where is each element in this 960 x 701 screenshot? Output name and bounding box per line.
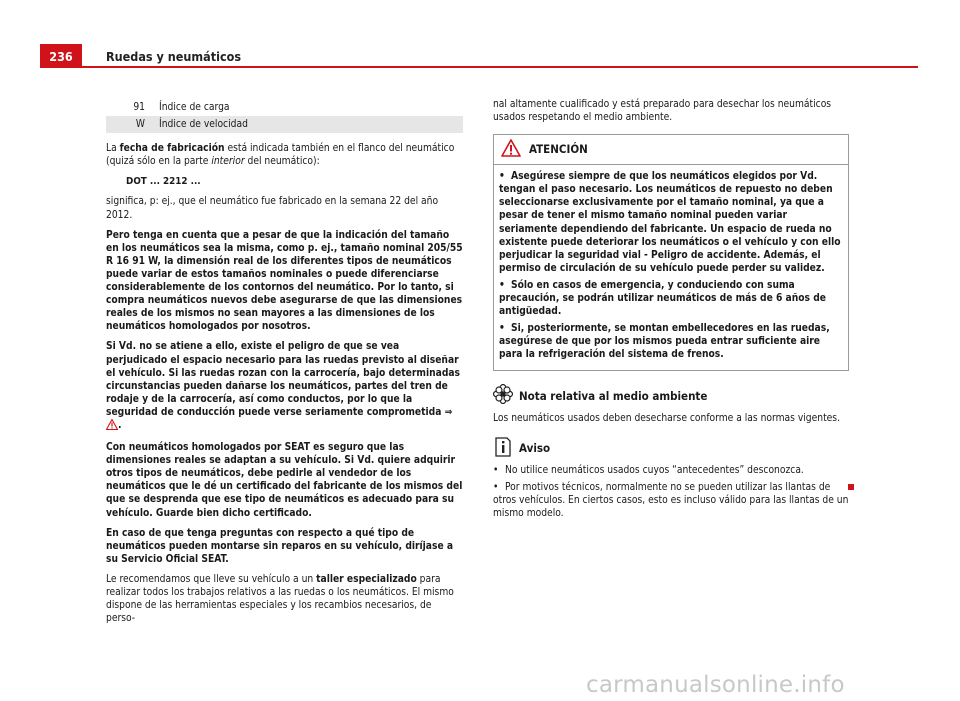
dot-code: DOT ... 2212 ... [126, 176, 201, 188]
aviso-header [493, 437, 849, 461]
table-key: 91 [133, 102, 145, 113]
table-value: Índice de velocidad [159, 116, 463, 133]
paragraph: Pero tenga en cuenta que a pesar de que la indicación del tamaño en los neumáticos sea la misma, como p. ej., tamaño nominal 205/55 R 16 91 W, la dimensión real de los diferentes tipos de neumáticos puede variar de estos tamaños nominales o puede diferenciarse considerablemente de los contornos del neumático. Por lo tanto, si compra neumáticos nuevos debe asegurarse de que las dimensiones reales de los mismos no sean mayores a las dimensiones de los neumáticos homologados por nosotros. [106, 229, 463, 333]
left-column [106, 99, 463, 632]
table-row [106, 99, 463, 116]
list-item: • Asegúrese siempre de que los neumáticos elegidos por Vd. tengan el paso necesario. Los neumáticos de repuesto no deben seleccionarse exclusivamente por el tamaño nominal, ya que a pesar de tener el mismo tamaño nominal pueden variar seriamente dependiendo del fabricante. Un espacio de rueda no existente puede deteriorar los neumáticos o el vehículo y con ello perjudicar la seguridad vial - Peligro de accidente. Además, el permiso de circulación de su vehículo puede perder su validez. [499, 171, 841, 274]
warning-body [494, 165, 848, 369]
table-value: Índice de carga [159, 102, 230, 113]
paragraph: nal altamente cualificado y está preparado para desechar los neumáticos usados respetando el medio ambiente. [493, 99, 832, 124]
env-note-text: Los neumáticos usados deben desecharse conforme a las normas vigentes. [493, 412, 840, 424]
paragraph: Si Vd. no se atiene a ello, existe el peligro de que se vea perjudicado el espacio necesario para las ruedas previsto al diseñar el vehículo. Si las ruedas rozan con la carrocería, bajo determinadas circunstancias pueden dañarse los neumáticos, partes del tren de rodaje y de la carrocería, así como conductos, por lo que la seguridad de conducción puede verse seriamente comprometida ⇒ . [106, 340, 463, 434]
list-item: • No utilice neumáticos usados cuyos “antecedentes” desconozca. [493, 464, 804, 476]
aviso-title: Aviso [519, 441, 551, 456]
flower-icon [493, 384, 513, 408]
list-item: • Si, posteriormente, se montan embellecedores en las ruedas, asegúrese de que por los mismos pueda entrar suficiente aire para la refrigeración del sistema de frenos. [499, 323, 830, 361]
page-title: Ruedas y neumáticos [106, 49, 242, 64]
header-rule [40, 66, 918, 68]
table-row [106, 116, 463, 133]
page-number: 236 [40, 44, 82, 68]
list-item: • Sólo en casos de emergencia, y conduciendo con suma precaución, se podrán utilizar neumáticos de más de 6 años de antigüedad. [499, 279, 826, 318]
warning-ref-icon[interactable] [106, 419, 118, 434]
info-book-icon [493, 436, 513, 462]
warning-header [494, 135, 848, 165]
list-item: • Por motivos técnicos, normalmente no se pueden utilizar las llantas de otros vehículos. En ciertos casos, esto es incluso válido para las llantas de un mismo modelo. [493, 481, 849, 519]
warning-triangle-icon [501, 139, 521, 161]
paragraph: significa, p: ej., que el neumático fue fabricado en la semana 22 del año 2012. [106, 196, 439, 221]
tire-code-table [106, 99, 463, 133]
arrow-ref: ⇒ [441, 406, 453, 418]
end-marker [848, 484, 854, 490]
warning-title: ATENCIÓN [529, 142, 588, 157]
paragraph: Le recomendamos que lleve su vehículo a un taller especializado para realizar todos los trabajos relativos a las ruedas o los neumáticos. El mismo dispone de las herramientas especiales y los recambios necesarios, de perso- [106, 573, 454, 625]
watermark: carmanualsonline.info [586, 672, 845, 698]
warning-box [493, 134, 849, 370]
right-column [493, 98, 849, 527]
env-note-title: Nota relativa al medio ambiente [519, 388, 708, 403]
paragraph: La fecha de fabricación está indicada también en el flanco del neumático (quizá sólo en la parte interior del neumático): [106, 143, 455, 168]
paragraph: En caso de que tenga preguntas con respecto a qué tipo de neumáticos pueden montarse sin reparos en su vehículo, diríjase a su Servicio Oficial SEAT. [106, 527, 454, 565]
paragraph: Con neumáticos homologados por SEAT es seguro que las dimensiones reales se adaptan a su vehículo. Si Vd. quiere adquirir otros tipos de neumáticos, debe pedirle al vendedor de los neumáticos que le dé un certificado del fabricante de los mismos del que se desprenda que ese tipo de neumáticos es adecuado para su vehículo. Guarde bien dicho certificado. [106, 442, 463, 519]
table-key: W [106, 116, 159, 133]
env-note-header [493, 385, 849, 409]
